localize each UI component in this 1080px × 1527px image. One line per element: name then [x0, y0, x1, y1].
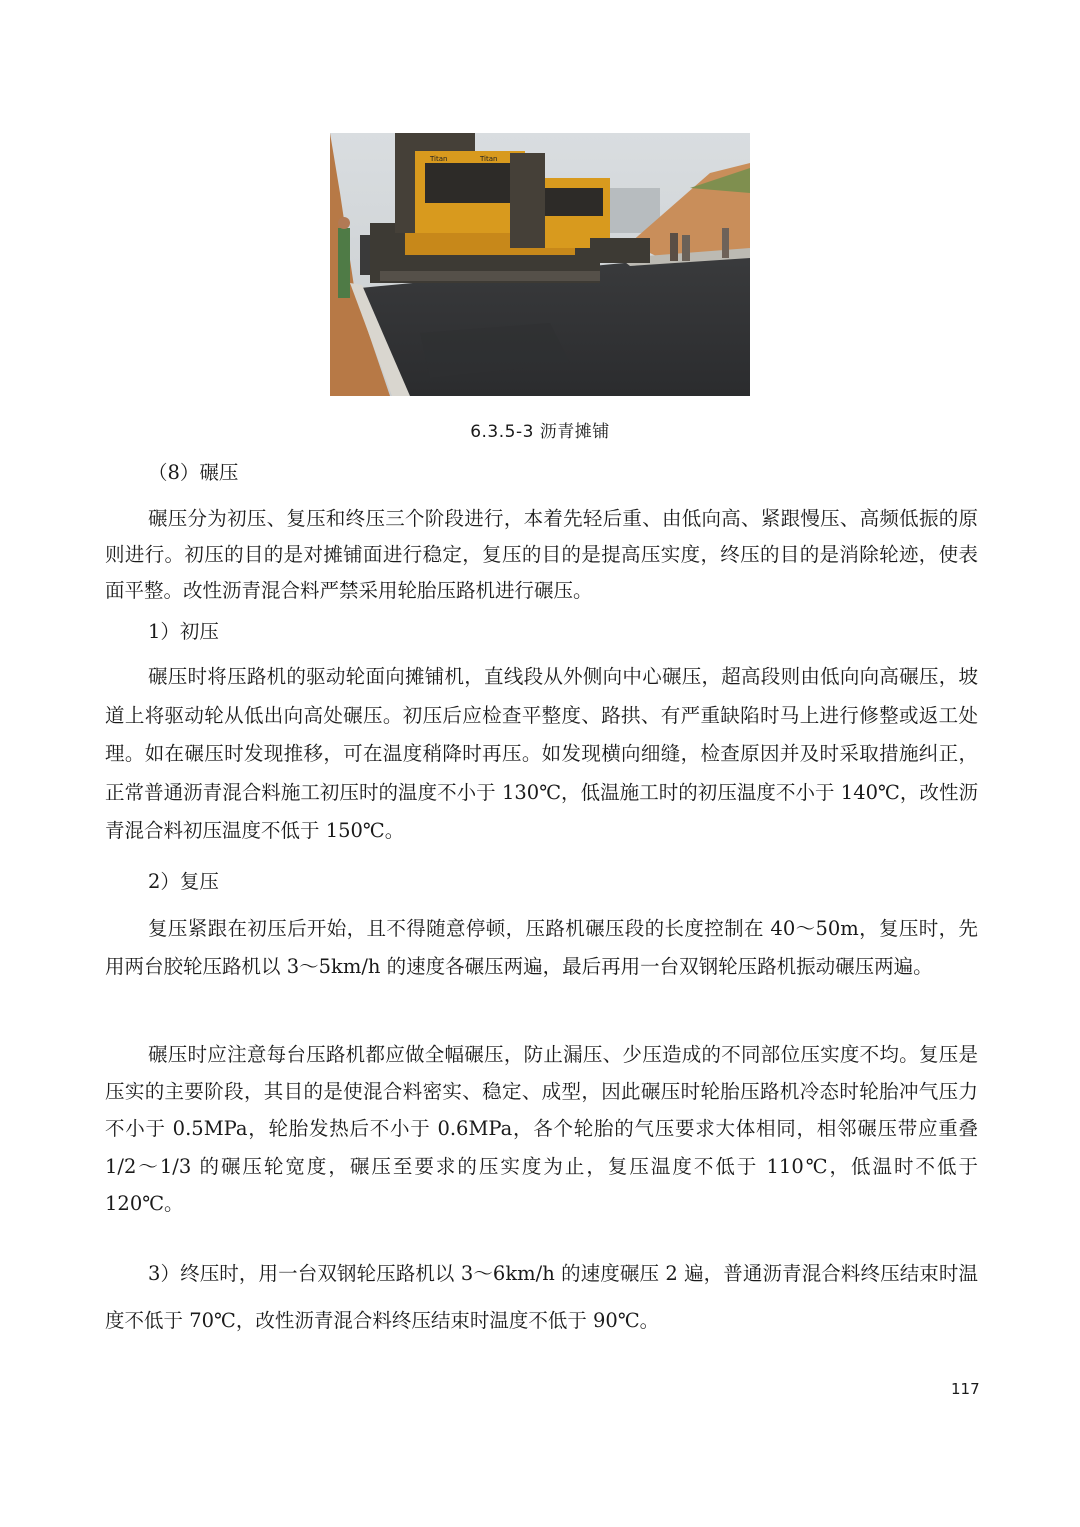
figure-caption: 6.3.5-3 沥青摊铺: [470, 422, 610, 442]
sub1-paragraph: 碾压时将压路机的驱动轮面向摊铺机，直线段从外侧向中心碾压，超高段则由低向向高碾压，坡道上将驱动轮从低出向高处碾压。初压后应检查平整度、路拱、有严重缺陷时马上进行修整或返工处理。如在碾压时发现推移，可在温度稍降时再压。如发现横向细缝，检查原因并及时采取措施纠正，正常普通沥青混合料施工初压时的温度不小于 130℃，低温施工时的初压温度不小于 140℃，改性沥青混合料初压温度不低于 150℃。: [105, 665, 978, 842]
paver-brand-label-1: Titan: [430, 155, 448, 163]
sub2-paragraph-2: 碾压时应注意每台压路机都应做全幅碾压，防止漏压、少压造成的不同部位压实度不均。复压是压实的主要阶段，其目的是使混合料密实、稳定、成型，因此碾压时轮胎压路机冷态时轮胎冲气压力不小于 0.5MPa，轮胎发热后不小于 0.6MPa，各个轮胎的气压要求大体相同，相邻碾压带应重叠 1/2～1/3 的碾压轮宽度，碾压至要求的压实度为止，复压温度不低于 110℃，低温时不低于 120℃。: [105, 1043, 978, 1215]
intro-paragraph: 碾压分为初压、复压和终压三个阶段进行，本着先轻后重、由低向高、紧跟慢压、高频低振的原则进行。初压的目的是对摊铺面进行稳定，复压的目的是提高压实度，终压的目的是消除轮迹，使表面平整。改性沥青混合料严禁采用轮胎压路机进行碾压。: [105, 507, 978, 602]
sub3-paragraph: 3）终压时，用一台双钢轮压路机以 3～6km/h 的速度碾压 2 遍，普通沥青混合料终压结束时温度不低于 70℃，改性沥青混合料终压结束时温度不低于 90℃。: [105, 1262, 978, 1332]
paver-brand-label-2: Titan: [480, 155, 498, 163]
asphalt-paving-photo: [330, 133, 750, 396]
sub2-paragraph-1: 复压紧跟在初压后开始，且不得随意停顿，压路机碾压段的长度控制在 40～50m，复压时，先用两台胶轮压路机以 3～5km/h 的速度各碾压两遍，最后再用一台双钢轮压路机振动碾压两遍。: [105, 917, 978, 978]
sub1-heading: 1）初压: [148, 620, 219, 643]
sub2-heading: 2）复压: [148, 870, 219, 893]
section-heading: （8）碾压: [148, 461, 239, 484]
page-number: 117: [951, 1380, 980, 1398]
